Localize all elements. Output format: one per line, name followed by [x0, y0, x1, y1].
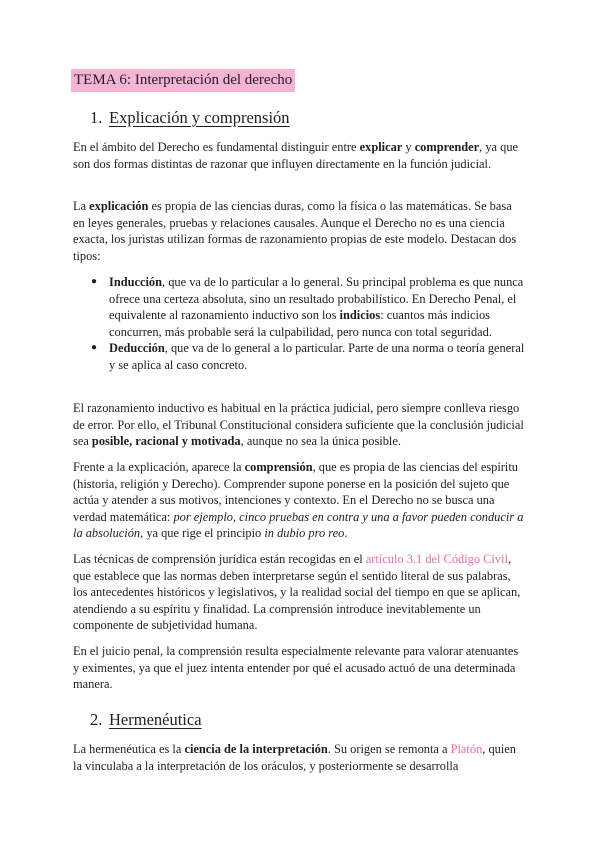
section-heading-1 — [90, 108, 290, 128]
text: . Su origen se remonta a — [327, 742, 451, 756]
text: es propia de las ciencias duras, como la física o las matemáticas. Se basa en leyes generales, pruebas y relaciones causales. Aunque el Derecho no es una ciencia exacta, los juristas utilizan formas de razonamiento propias de este modelo. Destacan dos tipos: — [73, 199, 517, 263]
text: : cuantos más indicios concurren, más probable será la culpabilidad, pero nunca con total seguridad. — [109, 308, 492, 339]
bold-text: comprender — [414, 140, 480, 154]
bold-text: Deducción — [109, 341, 165, 355]
bullet-icon: ● — [91, 342, 98, 353]
list-item-deduccion — [73, 340, 525, 373]
text: , que es propia de las ciencias del espíritu (historia, religión y Derecho). Comprender supone ponerse en la posición del sujeto que actúa y atender a sus motivos, intenciones y contexto. En el Derecho no se busca una verdad matemática: — [73, 460, 519, 524]
text: En el ámbito del Derecho es fundamental distinguir entre — [73, 140, 360, 154]
text: , quien la vinculaba a la interpretación de los oráculos, y posteriormente se desarrolla — [73, 742, 516, 773]
section-title: Hermenéutica — [109, 710, 202, 729]
section-number: 1. — [90, 108, 103, 127]
text: , aunque no sea la única posible. — [240, 434, 401, 448]
text: Frente a la explicación, aparece la — [73, 460, 245, 474]
section-heading-2 — [90, 710, 202, 730]
text: , que va de lo general a lo particular. Parte de una norma o teoría general y se aplica al caso concreto. — [109, 341, 525, 372]
text: Las técnicas de comprensión jurídica están recogidas en el — [73, 552, 366, 566]
bold-text: posible, racional y motivada — [91, 434, 241, 448]
italic-text: por ejemplo, cinco pruebas en contra y una a favor pueden conducir a la absolución — [73, 509, 524, 540]
text: , que establece que las normas deben interpretarse según el sentido literal de sus palabras, los antecedentes históricos y legislativos, y la realidad social del tiempo en que se aplican, atendiendo a su espíritu y finalidad. La comprensión introduce inevitablemente un componente de subjetividad humana. — [73, 552, 521, 632]
paragraph-2 — [73, 198, 525, 264]
paragraph-6 — [73, 643, 525, 693]
section-title: Explicación y comprensión — [109, 108, 290, 127]
section-number: 2. — [90, 710, 103, 729]
text: y — [402, 140, 415, 154]
bold-text: comprensión — [244, 460, 313, 474]
bold-text: explicación — [89, 199, 149, 213]
bold-text: explicar — [359, 140, 403, 154]
paragraph-5 — [73, 551, 525, 634]
bold-text: indicios — [339, 308, 381, 322]
paragraph-3 — [73, 400, 525, 450]
text: , ya que rige el principio — [140, 526, 265, 540]
text: En el juicio penal, la comprensión resulta especialmente relevante para valorar atenuantes y eximentes, ya que el juez intenta entender por qué el acusado actuó de una determinada manera. — [73, 644, 519, 691]
paragraph-7 — [73, 741, 525, 774]
codigo-civil-link[interactable]: artículo 3.1 del Código Civil — [365, 552, 508, 566]
bold-text: Inducción — [109, 275, 163, 289]
text: La — [73, 199, 90, 213]
list-item-induccion — [73, 274, 525, 340]
bullet-icon: ● — [91, 276, 98, 287]
paragraph-4 — [73, 459, 525, 542]
platon-link[interactable]: Platón — [450, 742, 483, 756]
italic-text: in dubio pro reo — [264, 526, 345, 540]
paragraph-1 — [73, 139, 525, 172]
text: , ya que son dos formas distintas de razonar que influyen directamente en la función judicial. — [73, 140, 519, 171]
text: , que va de lo particular a lo general. Su principal problema es que nunca ofrece una certeza absoluta, sino un resultado probabilístico. En Derecho Penal, el equivalente al razonamiento inductivo son los — [109, 275, 524, 322]
text: . — [344, 526, 348, 540]
text: El razonamiento inductivo es habitual en la práctica judicial, pero siempre conlleva riesgo de error. Por ello, el Tribunal Constitucional considera suficiente que la conclusión judicial sea — [73, 401, 524, 448]
document-title: TEMA 6: Interpretación del derecho — [71, 69, 295, 92]
bold-text: ciencia de la interpretación — [184, 742, 328, 756]
bullet-list — [73, 274, 525, 373]
text: La hermenéutica es la — [73, 742, 185, 756]
